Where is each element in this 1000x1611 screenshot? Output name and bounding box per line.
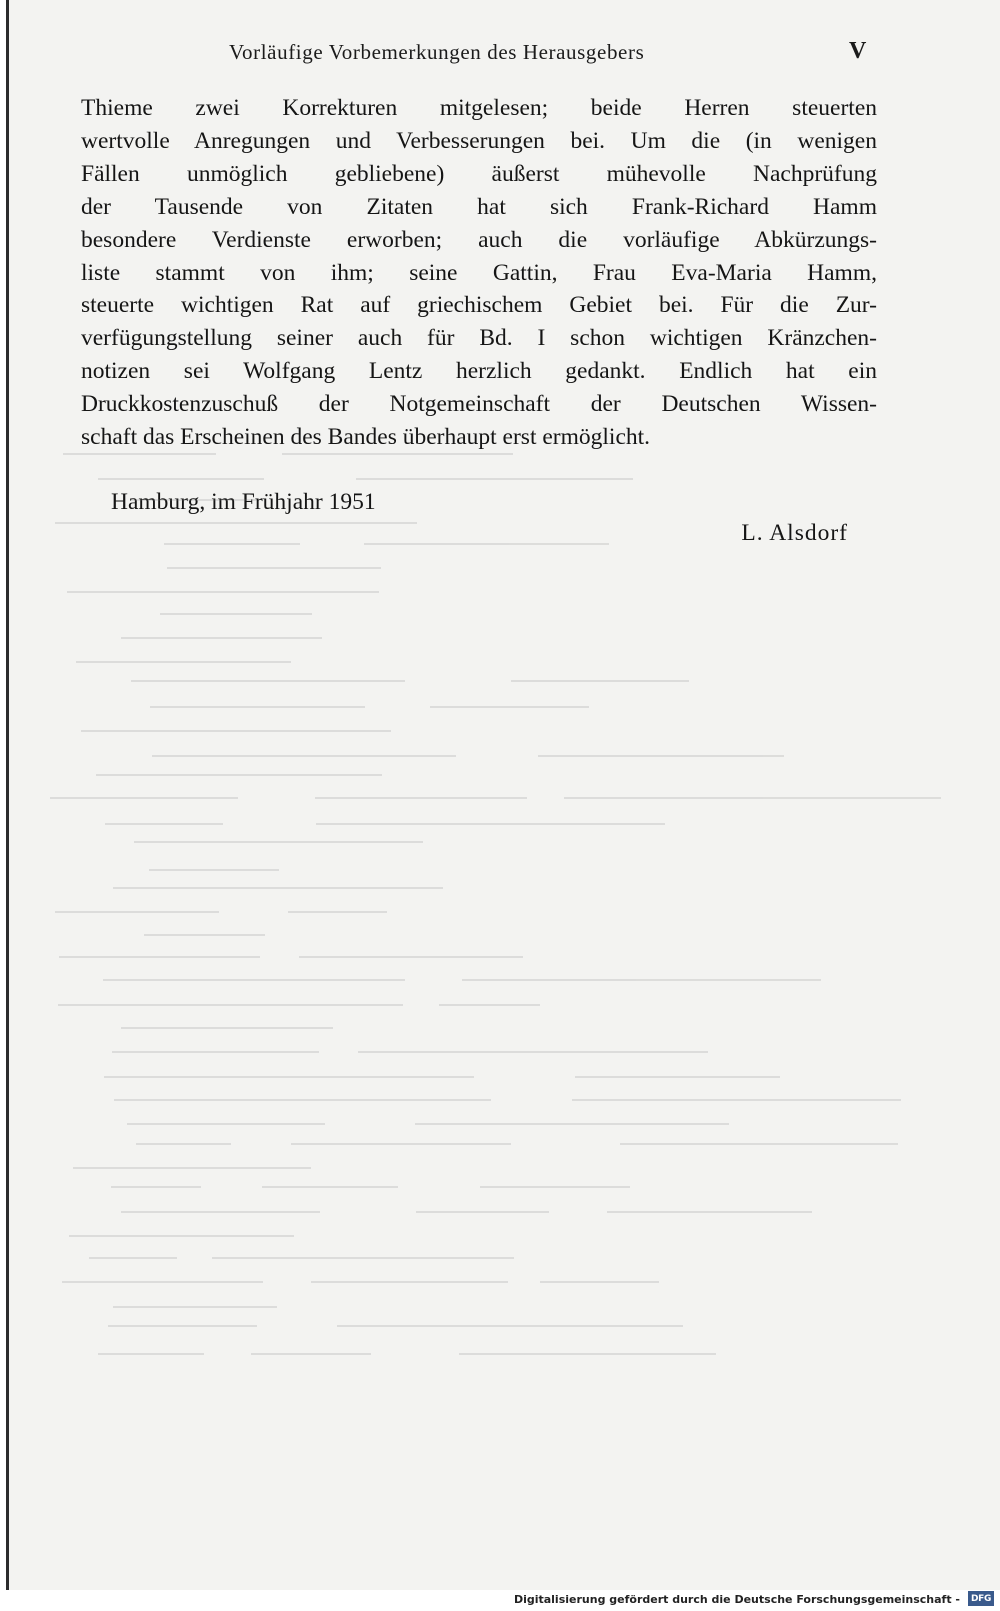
bleed-through-stroke [160, 613, 312, 615]
bleed-through-stroke [538, 755, 784, 757]
bleed-through-stroke [620, 1143, 898, 1145]
bleed-through-stroke [164, 543, 301, 545]
bleed-through-stroke [67, 591, 379, 593]
bleed-through-stroke [98, 1353, 204, 1355]
text-line: wertvolle Anregungen und Verbesserungen bei. Um die (in wenigen [81, 127, 877, 154]
bleed-through-stroke [540, 1281, 658, 1283]
bleed-through-stroke [134, 841, 423, 843]
bleed-through-stroke [114, 1099, 491, 1101]
bleed-through-stroke [55, 911, 219, 913]
text-line: der Tausende von Zitaten hat sich Frank-Richard Hamm [81, 193, 877, 220]
bleed-through-stroke [105, 823, 223, 825]
bleed-through-stroke [416, 1211, 550, 1213]
bleed-through-stroke [459, 1353, 715, 1355]
text-line: schaft das Erscheinen des Bandes überhaupt erst ermöglicht. [81, 424, 651, 451]
bleed-through-stroke [104, 1076, 474, 1078]
bleed-through-stroke [564, 797, 941, 799]
bleed-through-stroke [108, 1325, 257, 1327]
bleed-through-stroke [121, 637, 322, 639]
bleed-through-stroke [607, 1211, 812, 1213]
bleed-through-stroke [113, 887, 442, 889]
bleed-through-stroke [69, 1235, 294, 1237]
bleed-through-stroke [89, 1257, 177, 1259]
bleed-through-text [49, 440, 989, 1440]
bleed-through-stroke [251, 1353, 371, 1355]
bleed-through-stroke [98, 478, 263, 480]
body-text [81, 92, 877, 454]
bleed-through-stroke [130, 499, 257, 501]
bleed-through-stroke [430, 706, 589, 708]
bleed-through-stroke [439, 1004, 540, 1006]
bleed-through-stroke [121, 1211, 320, 1213]
bleed-through-stroke [480, 1186, 630, 1188]
bleed-through-stroke [103, 979, 405, 981]
bleed-through-stroke [55, 522, 417, 524]
bleed-through-stroke [149, 869, 280, 871]
dfg-logo: DFG [968, 1591, 994, 1606]
bleed-through-stroke [113, 1306, 277, 1308]
bleed-through-stroke [288, 911, 387, 913]
bleed-through-stroke [167, 567, 381, 569]
bleed-through-stroke [50, 797, 238, 799]
bleed-through-stroke [316, 823, 665, 825]
bleed-through-stroke [127, 1123, 324, 1125]
bleed-through-stroke [81, 730, 391, 732]
author-signature: L. Alsdorf [741, 520, 848, 546]
text-line: verfügungstellung seiner auch für Bd. I schon wichtigen Kränzchen- [81, 325, 877, 352]
text-line: Druckkostenzuschuß der Notgemeinschaft der Deutschen Wissen- [81, 391, 877, 418]
bleed-through-stroke [291, 1143, 511, 1145]
bleed-through-stroke [152, 755, 456, 757]
text-line: besondere Verdienste erworben; auch die vorläufige Abkürzungs- [81, 226, 877, 253]
bleed-through-stroke [262, 1186, 397, 1188]
text-line: Thieme zwei Korrekturen mitgelesen; beide Herren steuerten [81, 95, 877, 121]
bleed-through-stroke [96, 774, 382, 776]
bleed-through-stroke [150, 706, 365, 708]
bleed-through-stroke [136, 1143, 232, 1145]
bleed-through-stroke [364, 543, 609, 545]
bleed-through-stroke [358, 1051, 708, 1053]
bleed-through-stroke [212, 1257, 514, 1259]
bleed-through-stroke [59, 956, 260, 958]
bleed-through-stroke [111, 1186, 202, 1188]
bleed-through-stroke [337, 1325, 683, 1327]
bleed-through-stroke [62, 1281, 263, 1283]
bleed-through-stroke [415, 1123, 730, 1125]
bleed-through-stroke [144, 934, 265, 936]
footer-text: Digitalisierung gefördert durch die Deutsche Forschungsgemeinschaft - [513, 1593, 960, 1606]
page-number: V [849, 38, 867, 64]
bleed-through-stroke [511, 680, 688, 682]
bleed-through-stroke [315, 797, 527, 799]
running-header-title: Vorläufige Vorbemerkungen des Herausgebers [229, 40, 645, 64]
bleed-through-stroke [131, 680, 405, 682]
digitization-footer [514, 1593, 960, 1606]
place-and-date: Hamburg, im Frühjahr 1951 [111, 489, 376, 515]
text-line: Fällen unmöglich gebliebene) äußerst mühevolle Nachprüfung [81, 160, 877, 187]
bleed-through-stroke [462, 979, 821, 981]
bleed-through-stroke [299, 956, 522, 958]
book-page [6, 0, 1000, 1590]
bleed-through-stroke [63, 453, 216, 455]
bleed-through-stroke [76, 661, 291, 663]
bleed-through-stroke [121, 1027, 333, 1029]
text-line: liste stammt von ihm; seine Gattin, Frau Eva-Maria Hamm, [81, 259, 877, 286]
bleed-through-stroke [282, 453, 514, 455]
bleed-through-stroke [572, 1099, 901, 1101]
text-line: steuerte wichtigen Rat auf griechischem Gebiet bei. Für die Zur- [81, 292, 877, 319]
bleed-through-stroke [112, 1051, 318, 1053]
bleed-through-stroke [311, 1281, 508, 1283]
bleed-through-stroke [356, 478, 633, 480]
bleed-through-stroke [575, 1076, 780, 1078]
bleed-through-stroke [73, 1167, 311, 1169]
text-line: notizen sei Wolfgang Lentz herzlich gedankt. Endlich hat ein [81, 358, 877, 385]
bleed-through-stroke [58, 1004, 402, 1006]
